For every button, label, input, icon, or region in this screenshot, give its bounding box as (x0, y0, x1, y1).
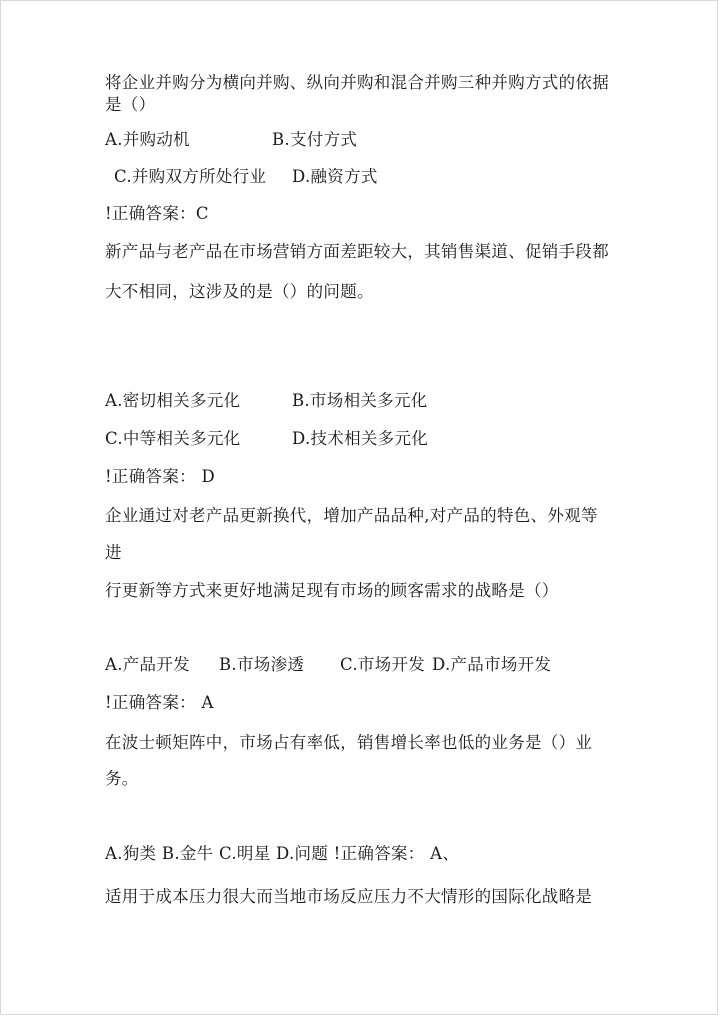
q3-option-b: B.市场渗透 (219, 655, 305, 674)
q2-option-c: C.中等相关多元化 (105, 429, 241, 448)
q1-stem-line1: 将企业并购分为横向并购、纵向并购和混合并购三种并购方式的依据 (105, 73, 609, 92)
q3-option-d: D.产品市场开发 (432, 655, 552, 674)
q4-options-and-answer: A.狗类 B.金牛 C.明星 D.问题 !正确答案： A、 (105, 844, 460, 863)
q2-stem-line1: 新产品与老产品在市场营销方面差距较大，其销售渠道、促销手段都 (105, 242, 609, 261)
q1-option-c: C.并购双方所处行业 (114, 167, 267, 186)
q2-option-a: A.密切相关多元化 (105, 391, 241, 410)
q2-stem-line2: 大不相同，这涉及的是（）的问题。 (105, 282, 374, 301)
q3-option-c: C.市场开发 (340, 655, 426, 674)
q2-answer: !正确答案： D (105, 467, 216, 486)
q3-option-a: A.产品开发 (105, 655, 190, 674)
q3-answer: !正确答案： A (105, 693, 214, 712)
q3-stem-line1: 企业通过对老产品更新换代，增加产品品种,对产品的特色、外观等 (105, 506, 598, 525)
q2-option-d: D.技术相关多元化 (292, 429, 429, 448)
q1-option-a: A.并购动机 (105, 130, 190, 149)
q2-option-b: B.市场相关多元化 (292, 391, 428, 410)
q4-stem-line2: 务。 (105, 769, 139, 788)
q3-stem-line2: 进 (105, 543, 122, 562)
q4-stem-line1: 在波士顿矩阵中，市场占有率低，销售增长率也低的业务是（）业 (105, 733, 593, 752)
q5-stem-line1: 适用于成本压力很大而当地市场反应压力不大情形的国际化战略是 (105, 887, 593, 906)
q1-stem-line2: 是（） (105, 95, 156, 114)
q3-stem-line3: 行更新等方式来更好地满足现有市场的顾客需求的战略是（） (105, 581, 559, 600)
q1-option-d: D.融资方式 (292, 167, 378, 186)
q1-option-b: B.支付方式 (272, 130, 358, 149)
q1-answer: !正确答案：C (105, 204, 209, 223)
